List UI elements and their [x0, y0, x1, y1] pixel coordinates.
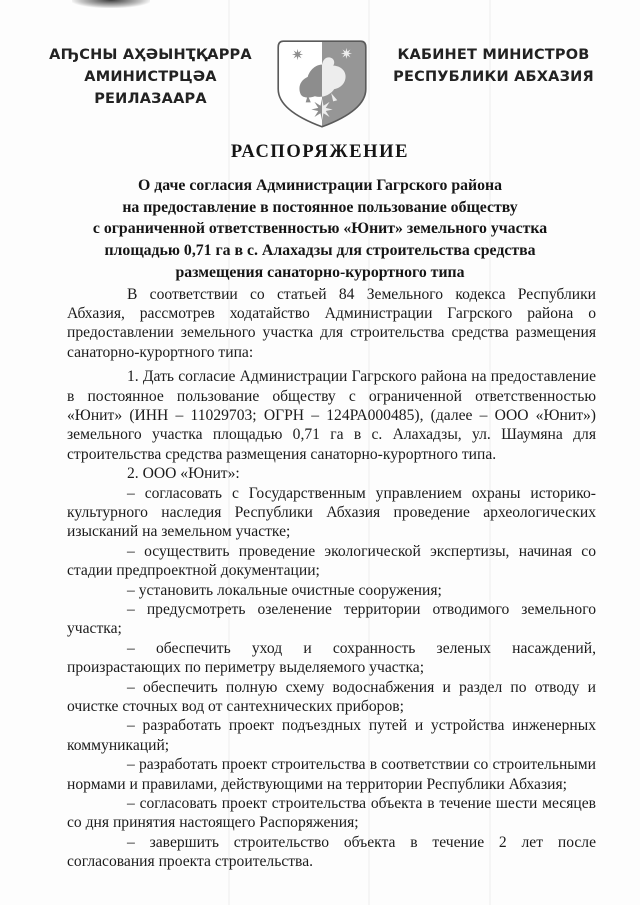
- paragraph-subitem: – согласовать с Государственным управлением охраны историко-культурного наследия Республики Абхазия проведение археологических изысканий на земельном участке;: [67, 484, 596, 541]
- document-title: РАСПОРЯЖЕНИЕ: [230, 142, 410, 162]
- paragraph-subitem: – согласовать проект строительства объекта в течение шести месяцев со дня принятия настоящего Распоряжения;: [67, 795, 596, 832]
- header-left-line2: АМИНИСТРЦӘА РЕИЛАЗААРА: [84, 69, 217, 107]
- subtitle-line: на предоставление в постоянное пользование обществу: [122, 198, 518, 216]
- paragraph-subitem: – предусмотреть озеленение территории отводимого земельного участка;: [67, 601, 596, 638]
- paragraph-intro: В соответствии со статьей 84 Земельного кодекса Республики Абхазия, рассмотрев ходатайство Администрации Гагрского района о предоставлении земельного участка для строительства средства размещения санаторно-курортного типа:: [67, 285, 596, 361]
- header-right-line2: РЕСПУБЛИКИ АБХАЗИЯ: [393, 69, 594, 85]
- document-body: [67, 285, 596, 872]
- paragraph-subitem: – осуществить проведение экологической экспертизы, начиная со стадии предпроектной документации;: [67, 542, 596, 580]
- header-left-line1: АҦСНЫ АҲӘЫНҬҚАРРА: [49, 47, 252, 63]
- paragraph-item-1: 1. Дать согласие Администрации Гагрского района на предоставление в постоянное пользование обществу с ограниченной ответственностью «Юнит» (ИНН – 11029703; ОГРН – 124РА000485), (далее – ООО «Юнит») земельного участка площадью 0,71 га в с. Алахадзы, ул. Шаумяна для строительства средства размещения санаторно-курортного типа.: [67, 368, 596, 463]
- paragraph-item-2: 2. ООО «Юнит»:: [127, 465, 240, 483]
- subtitle-line: площадью 0,71 га в с. Алахадзы для строительства средства: [104, 242, 536, 260]
- subtitle-line: О даче согласия Администрации Гагрского района: [137, 177, 502, 194]
- paragraph-subitem: – обеспечить полную схему водоснабжения и раздел по отводу и очистке сточных вод от сантехнических приборов;: [67, 678, 596, 716]
- abkhazia-coat-of-arms-icon: [267, 38, 377, 130]
- header-right-text: [381, 38, 606, 88]
- paragraph-subitem: – установить локальные очистные сооружения;: [127, 581, 442, 599]
- paragraph-subitem: – разработать проект подъездных путей и устройства инженерных коммуникаций;: [67, 717, 596, 754]
- scan-artifact-top: [72, 0, 150, 8]
- header-right-line1: КАБИНЕТ МИНИСТРОВ: [397, 47, 590, 63]
- paragraph-subitem: – завершить строительство объекта в течение 2 лет после согласования проекта строительства.: [67, 833, 596, 871]
- scan-line: [228, 0, 230, 905]
- paragraph-subitem: – разработать проект строительства в соответствии со строительными нормами и правилами, действующими на территории Республики Абхазия;: [67, 756, 596, 793]
- subtitle-line: с ограниченной ответственностью «Юнит» земельного участка: [92, 220, 548, 238]
- scan-line: [368, 0, 370, 905]
- document-header: [0, 0, 640, 130]
- scan-line: [489, 0, 491, 905]
- paragraph-subitem: – обеспечить уход и сохранность зеленых насаждений, произрастающих по периметру выделяемого участка;: [67, 639, 596, 677]
- subtitle-line: размещения санаторно-курортного типа: [175, 263, 465, 281]
- document-subtitle: [0, 175, 640, 284]
